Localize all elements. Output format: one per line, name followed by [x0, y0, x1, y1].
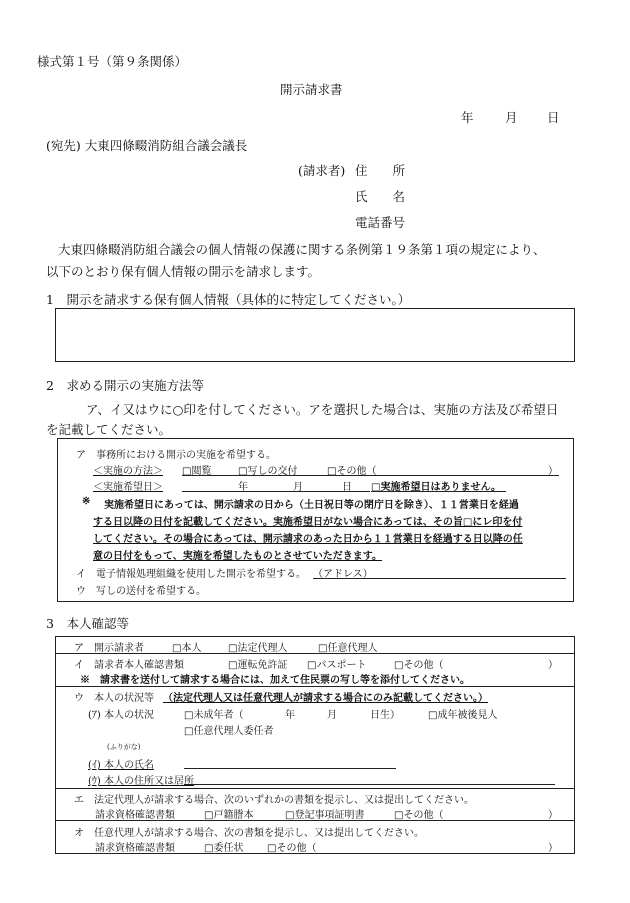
- requester-voluntary-agent-checkbox[interactable]: □任意代理人: [318, 643, 378, 654]
- legal-agent-docs-label: 請求資格確認書類: [95, 810, 175, 821]
- method-underline: [182, 475, 559, 476]
- mail-note: ※ 請求書を送付して請求する場合には、加えて住民票の写し等を添付してください。: [80, 675, 470, 686]
- requester-type-label: ア 開示請求者: [74, 643, 144, 654]
- row-divider: [55, 686, 575, 687]
- minor-checkbox[interactable]: □未成年者（: [184, 710, 244, 721]
- section-3-heading: 3 本人確認等: [46, 616, 129, 631]
- section-2-heading: 2 求める開示の実施方法等: [46, 378, 204, 393]
- desired-date-label: ＜実施希望日＞: [93, 482, 163, 493]
- section-2-instruction-1: ア、イ又はウに○印を付してください。アを選択した場合は、実施の方法及び希望日: [86, 402, 559, 417]
- page-title: 開示請求書: [280, 82, 343, 97]
- name-label: 氏 名: [355, 189, 406, 204]
- registry-certificate-checkbox[interactable]: □登記事項証明書: [285, 810, 365, 821]
- voluntary-agent-other-close: ）: [548, 843, 558, 854]
- principal-address-label: (ｳ) 本人の住所又は居所: [88, 776, 194, 787]
- date-day-label: 日: [547, 110, 560, 125]
- family-register-checkbox[interactable]: □戸籍謄本: [204, 810, 254, 821]
- id-other-close: ）: [548, 660, 558, 671]
- principal-status-note: （法定代理人又は任意代理人が請求する場合にのみ記載してください。）: [163, 693, 488, 704]
- legal-agent-other-close: ）: [548, 810, 558, 821]
- note-line-1: 実施希望日にあっては、開示請求の日から（土日祝日等の閉庁日を除き）、１１営業日を経過: [104, 500, 519, 511]
- voluntary-agent-other-checkbox[interactable]: □その他（: [267, 843, 317, 854]
- furigana-label: (ふりがな): [107, 743, 141, 751]
- legal-agent-docs-text: エ 法定代理人が請求する場合、次のいずれかの書類を提示し、又は提出してください。: [74, 795, 474, 806]
- note-line-2: する日以降の日付を記載してください。実施希望日がない場合にあっては、その旨□にレ印を付: [93, 517, 523, 528]
- method-view-checkbox[interactable]: □閲覧: [182, 466, 212, 477]
- id-passport-checkbox[interactable]: □パスポート: [307, 660, 367, 671]
- address-label: 住 所: [355, 163, 406, 178]
- agent-principal-checkbox[interactable]: □任意代理人委任者: [184, 726, 274, 737]
- no-date-checkbox[interactable]: □実施希望日はありません。: [371, 482, 502, 493]
- note-line-4: 意の日付をもって、実施を希望したものとさせていただきます。: [93, 551, 382, 562]
- id-other-checkbox[interactable]: □その他（: [394, 660, 444, 671]
- principal-name-field[interactable]: [184, 768, 396, 769]
- section-1-heading: 1 開示を請求する保有個人情報（具体的に特定してください。）: [46, 292, 411, 307]
- intro-line-1: 大東四條畷消防組合議会の個人情報の保護に関する条例第１９条第１項の規定により、: [58, 242, 546, 257]
- section-2-instruction-2: を記載してください。: [46, 422, 172, 437]
- requester-label: (請求者): [298, 163, 346, 178]
- requester-self-checkbox[interactable]: □本人: [172, 643, 202, 654]
- voluntary-agent-docs-label: 請求資格確認書類: [95, 843, 175, 854]
- id-license-checkbox[interactable]: □運転免許証: [228, 660, 288, 671]
- no-date-underline: [371, 491, 506, 492]
- requested-info-field[interactable]: [55, 308, 575, 362]
- method-other-close: ）: [548, 466, 558, 477]
- method-copy-checkbox[interactable]: □写しの交付: [238, 466, 298, 477]
- principal-name-label: (ｲ) 本人の氏名: [88, 760, 154, 771]
- option-u-mail[interactable]: ウ 写しの送付を希望する。: [76, 586, 206, 597]
- method-label: ＜実施の方法＞: [93, 466, 163, 477]
- intro-line-2: 以下のとおり保有個人情報の開示を請求します。: [46, 264, 321, 279]
- adult-guardian-checkbox[interactable]: □成年被後見人: [428, 710, 498, 721]
- phone-label: 電話番号: [355, 215, 406, 230]
- electronic-address-label: （アドレス）: [313, 569, 373, 580]
- minor-birth-month: 月: [327, 710, 337, 721]
- addressee: (宛先) 大東四條畷消防組合議会議長: [46, 138, 248, 153]
- legal-agent-other-checkbox[interactable]: □その他（: [394, 810, 444, 821]
- voluntary-agent-docs-text: オ 任意代理人が請求する場合、次の書類を提示し、又は提出してください。: [74, 828, 424, 839]
- row-divider: [55, 788, 575, 789]
- electronic-address-field[interactable]: [313, 578, 566, 579]
- note-line-3: してください。その場合にあっては、開示請求のあった日から１１営業日を経過する日以降の任: [93, 534, 523, 545]
- date-month-label: 月: [505, 110, 518, 125]
- principal-address-field[interactable]: [184, 784, 555, 785]
- desired-date-year: 年: [238, 482, 248, 493]
- minor-birth-day: 日生）: [370, 710, 400, 721]
- minor-birth-year: 年: [285, 710, 295, 721]
- id-docs-label: イ 請求者本人確認書類: [74, 660, 184, 671]
- method-other-checkbox[interactable]: □その他（: [327, 466, 377, 477]
- note-mark: ※: [82, 496, 91, 507]
- principal-status-label: ウ 本人の状況等: [74, 693, 154, 704]
- desired-date-day: 日: [342, 482, 352, 493]
- desired-date-underline[interactable]: [182, 491, 370, 492]
- principal-status-sublabel: (ｱ) 本人の状況: [88, 710, 154, 721]
- option-i-electronic[interactable]: イ 電子情報処理組織を使用した開示を希望する。: [76, 569, 306, 580]
- form-number: 様式第１号（第９条関係）: [37, 54, 188, 69]
- requester-legal-agent-checkbox[interactable]: □法定代理人: [228, 643, 288, 654]
- power-of-attorney-checkbox[interactable]: □委任状: [204, 843, 244, 854]
- date-year-label: 年: [461, 110, 474, 125]
- desired-date-month: 月: [293, 482, 303, 493]
- option-a-office[interactable]: ア 事務所における開示の実施を希望する。: [76, 450, 276, 461]
